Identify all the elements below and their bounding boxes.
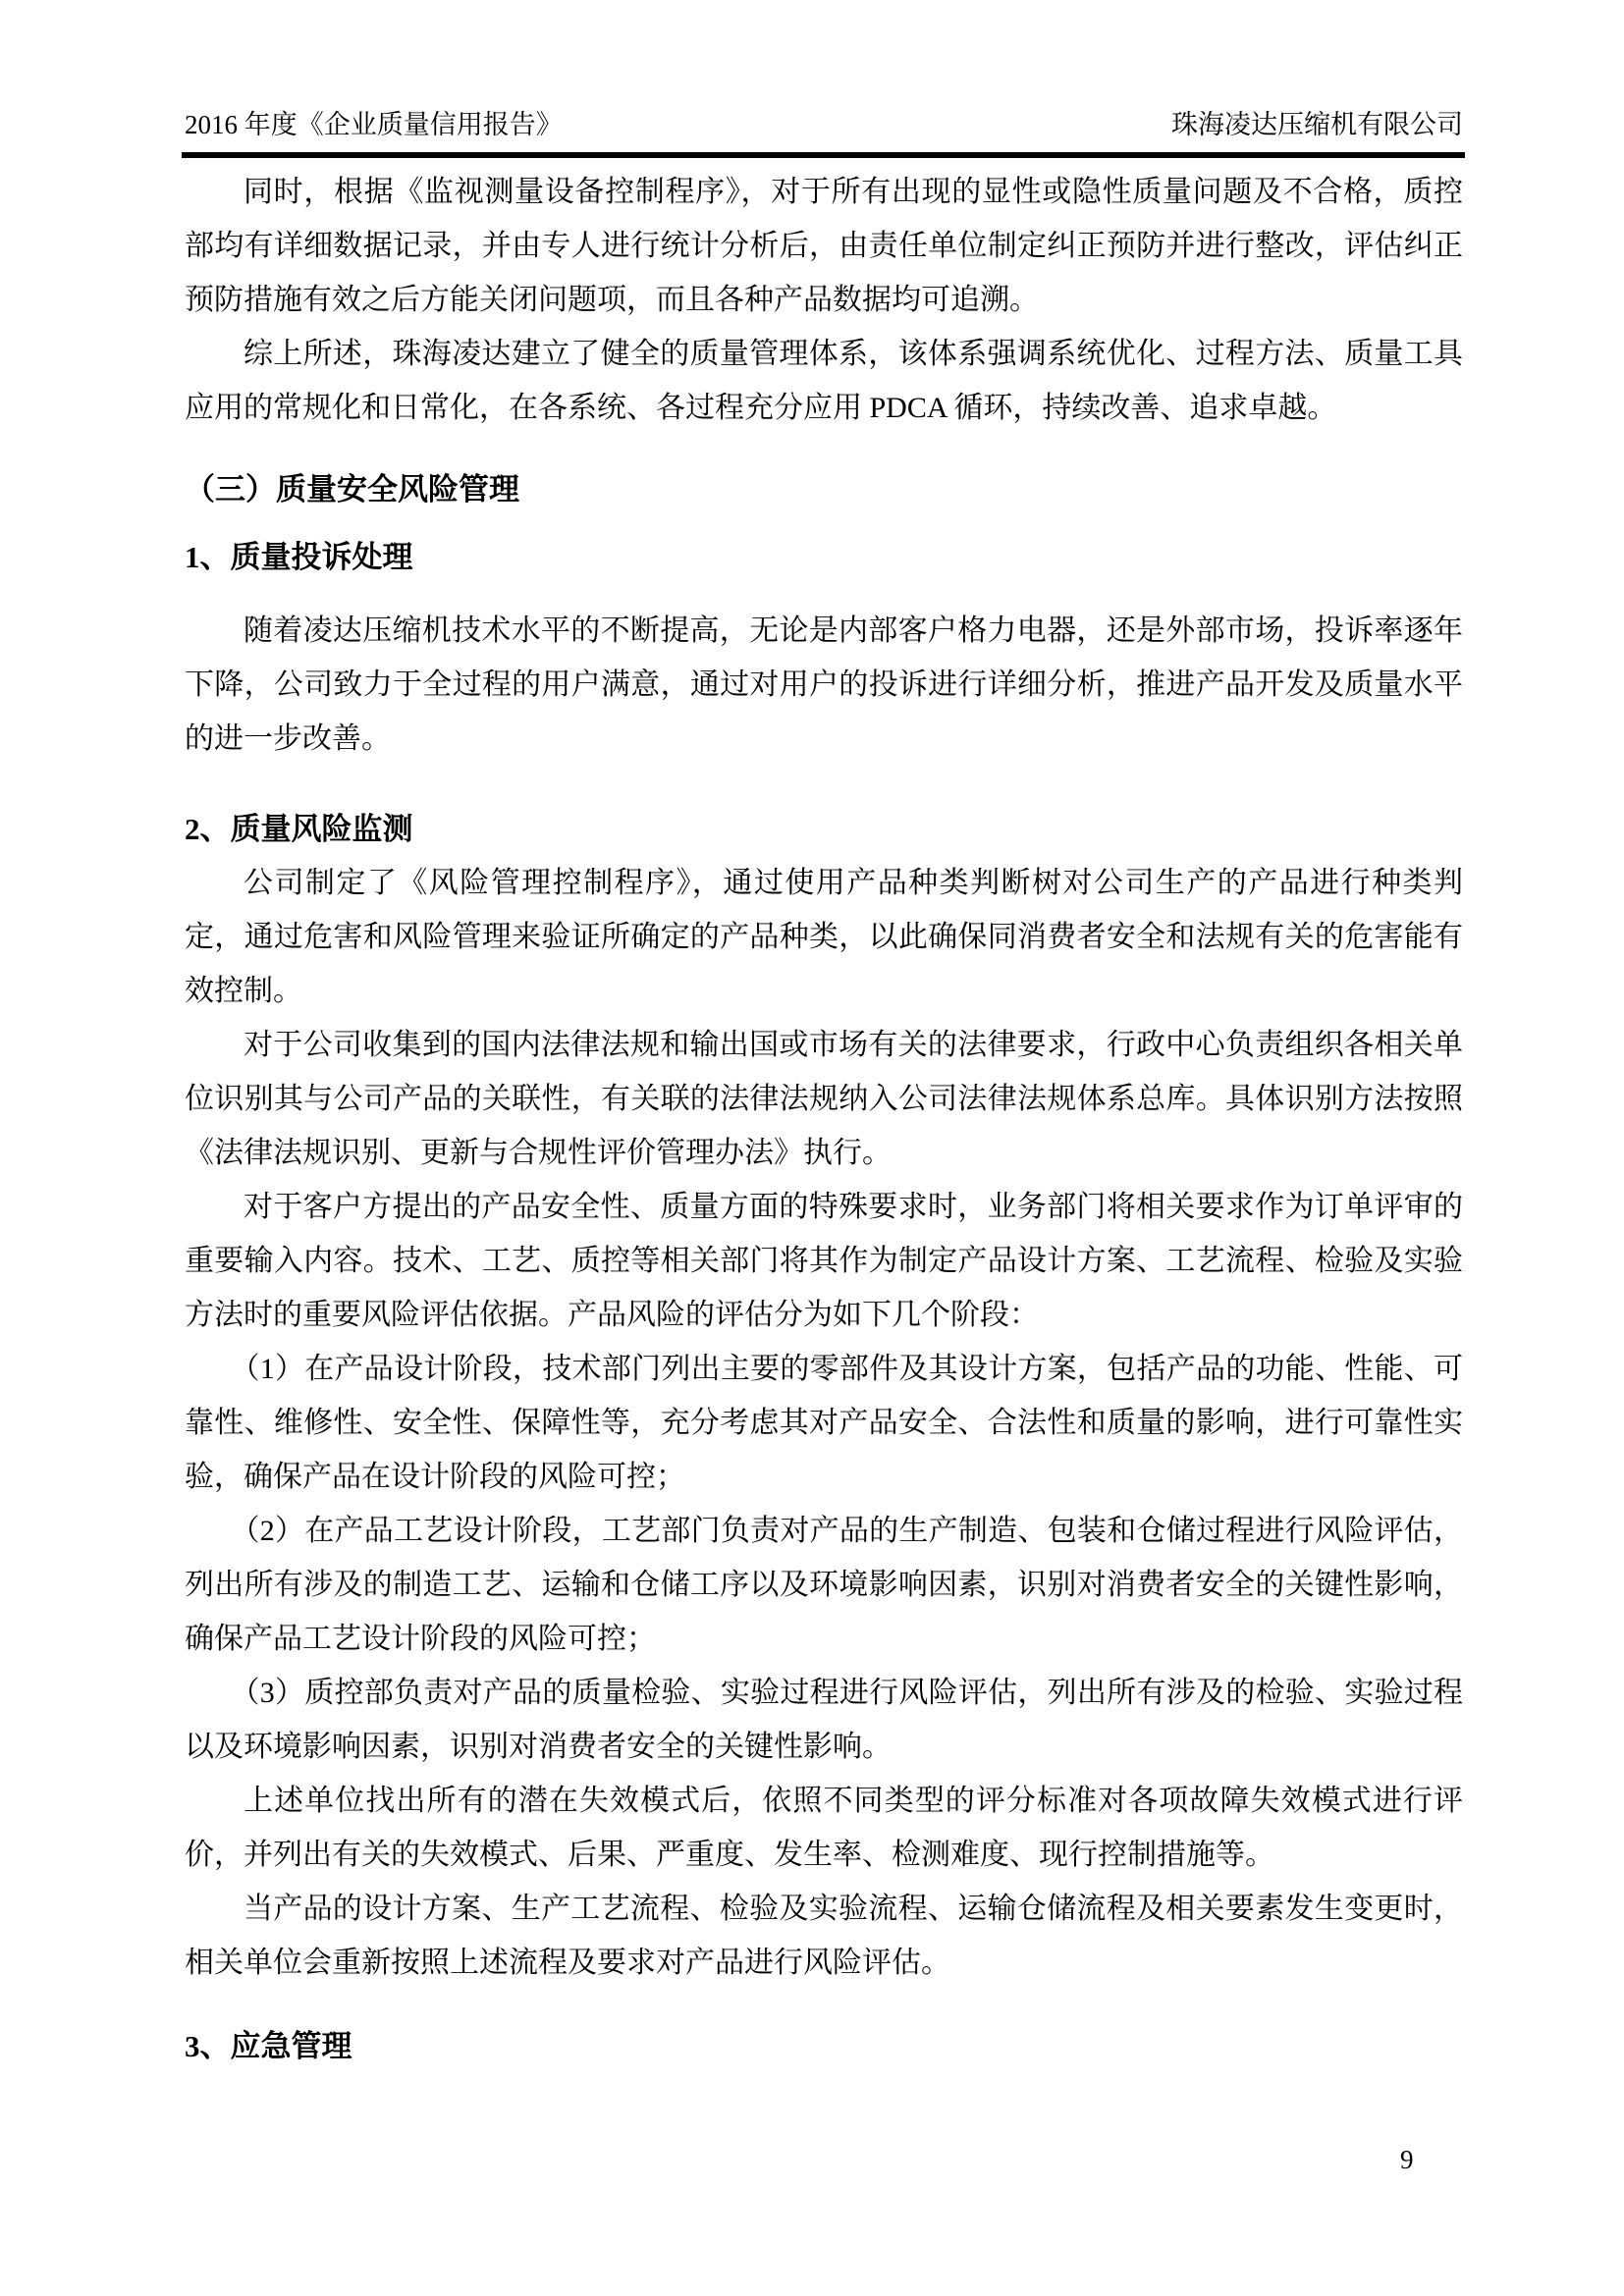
paragraph: 随着凌达压缩机技术水平的不断提高，无论是内部客户格力电器，还是外部市场，投诉率逐年下降，公司致力于全过程的用户满意，通过对用户的投诉进行详细分析，推进产品开发及质量水平的进一步改善。 <box>185 614 1463 755</box>
paragraph: （3）质控部负责对产品的质量检验、实验过程进行风险评估，列出所有涉及的检验、实验过程以及环境影响因素，识别对消费者安全的关键性影响。 <box>185 1677 1463 1763</box>
paragraph: 公司制定了《风险管理控制程序》，通过使用产品种类判断树对公司生产的产品进行种类判定，通过危害和风险管理来验证所确定的产品种类，以此确保同消费者安全和法规有关的危害能有效控制。 <box>185 867 1463 1007</box>
report-title: 2016 年度《企业质量信用报告》 <box>185 110 563 139</box>
paragraph: 综上所述，珠海凌达建立了健全的质量管理体系，该体系强调系统优化、过程方法、质量工具应用的常规化和日常化，在各系统、各过程充分应用 PDCA 循环，持续改善、追求卓越。 <box>185 338 1463 424</box>
paragraph: 上述单位找出所有的潜在失效模式后，依照不同类型的评分标准对各项故障失效模式进行评价，并列出有关的失效模式、后果、严重度、发生率、检测难度、现行控制措施等。 <box>185 1785 1463 1871</box>
paragraph: 对于客户方提出的产品安全性、质量方面的特殊要求时，业务部门将相关要求作为订单评审的重要输入内容。技术、工艺、质控等相关部门将其作为制定产品设计方案、工艺流程、检验及实验方法时的重要风险评估依据。产品风险的评估分为如下几个阶段： <box>185 1191 1463 1331</box>
paragraph: （2）在产品工艺设计阶段，工艺部门负责对产品的生产制造、包装和仓储过程进行风险评估，列出所有涉及的制造工艺、运输和仓储工序以及环境影响因素，识别对消费者安全的关键性影响，确保产品工艺设计阶段的风险可控； <box>185 1515 1463 1655</box>
section-heading: （三）质量安全风险管理 <box>185 472 519 507</box>
subsection-heading: 1、质量投诉处理 <box>185 540 413 574</box>
paragraph: （1）在产品设计阶段，技术部门列出主要的零部件及其设计方案，包括产品的功能、性能、可靠性、维修性、安全性、保障性等，充分考虑其对产品安全、合法性和质量的影响，进行可靠性实验，确保产品在设计阶段的风险可控； <box>185 1353 1463 1493</box>
document-body <box>185 165 1463 2073</box>
page-header <box>185 106 1463 143</box>
paragraph: 对于公司收集到的国内法律法规和输出国或市场有关的法律要求，行政中心负责组织各相关单位识别其与公司产品的关联性，有关联的法律法规纳入公司法律法规体系总库。具体识别方法按照《法律法规识别、更新与合规性评价管理办法》执行。 <box>185 1029 1463 1169</box>
subsection-heading: 3、应急管理 <box>185 2029 352 2063</box>
subsection-heading: 2、质量风险监测 <box>185 812 413 846</box>
paragraph: 当产品的设计方案、生产工艺流程、检验及实验流程、运输仓储流程及相关要素发生变更时，相关单位会重新按照上述流程及要求对产品进行风险评估。 <box>185 1893 1463 1979</box>
page-number: 9 <box>1400 2145 1414 2174</box>
company-name: 珠海凌达压缩机有限公司 <box>1171 110 1463 139</box>
paragraph: 同时，根据《监视测量设备控制程序》，对于所有出现的显性或隐性质量问题及不合格，质控部均有详细数据记录，并由专人进行统计分析后，由责任单位制定纠正预防并进行整改，评估纠正预防措施有效之后方能关闭问题项，而且各种产品数据均可追溯。 <box>185 176 1463 316</box>
header-divider <box>182 152 1465 158</box>
